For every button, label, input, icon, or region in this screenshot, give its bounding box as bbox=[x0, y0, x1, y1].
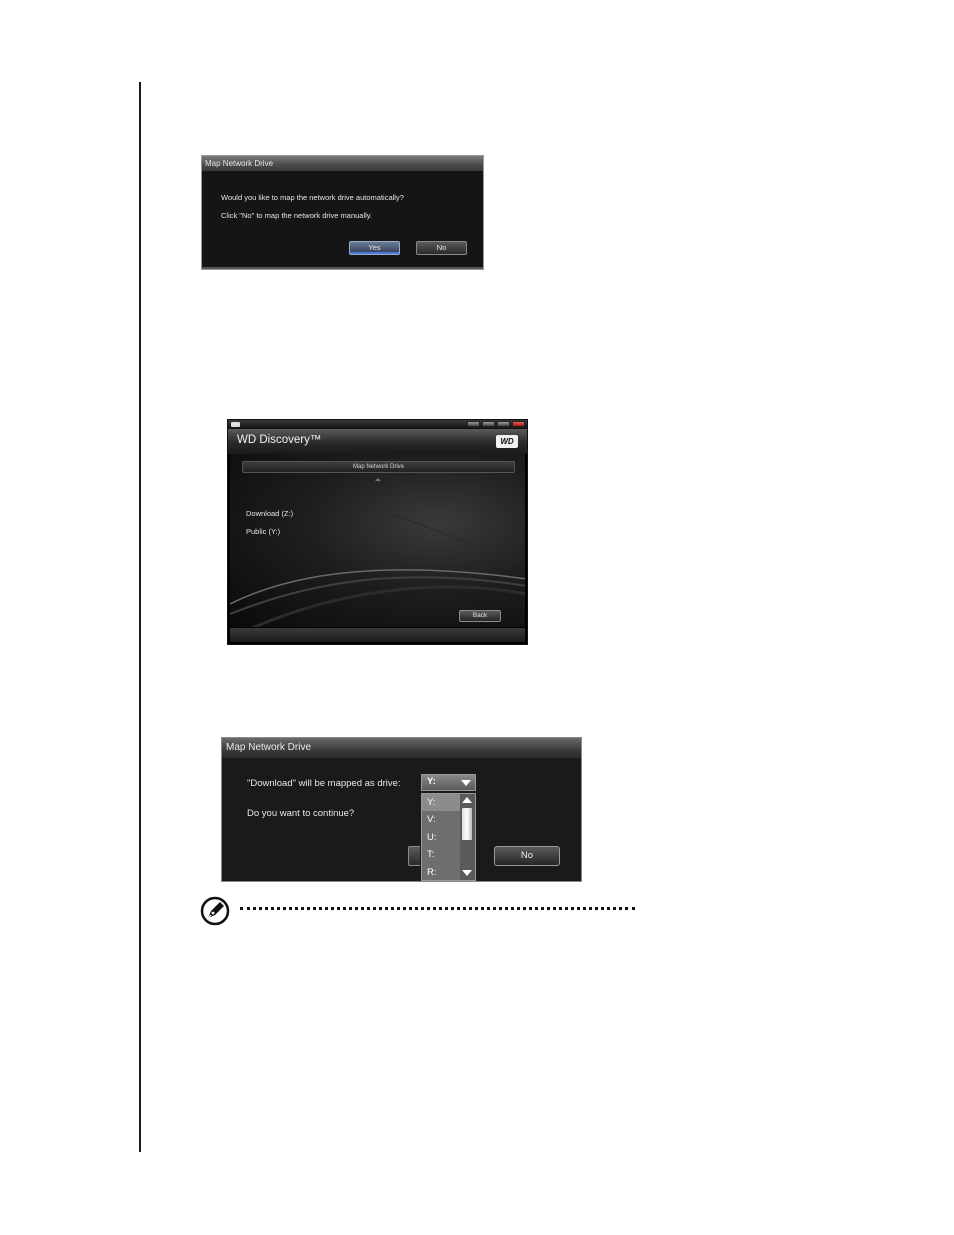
map-drive-letter-dialog bbox=[221, 737, 582, 882]
app-footer bbox=[230, 628, 525, 642]
app-title: WD Discovery™ bbox=[237, 434, 322, 446]
app-body bbox=[230, 454, 525, 627]
arrow-up-icon[interactable] bbox=[462, 797, 472, 803]
app-header bbox=[228, 429, 527, 454]
tab-label: Map Network Drive bbox=[352, 464, 404, 470]
dialog-message-mapping: "Download" will be mapped as drive: bbox=[247, 778, 401, 789]
drive-letter-select[interactable] bbox=[421, 774, 476, 791]
drive-item-download[interactable]: Download (Z:) bbox=[246, 509, 294, 518]
dialog-message-continue: Do you want to continue? bbox=[247, 808, 355, 819]
drive-option-y[interactable]: Y: bbox=[422, 794, 460, 811]
minimize-icon[interactable] bbox=[497, 421, 510, 427]
dialog-message-manual: Click "No" to map the network drive manually. bbox=[221, 211, 373, 220]
settings-icon[interactable] bbox=[482, 421, 495, 427]
close-icon[interactable] bbox=[512, 421, 525, 427]
no-button[interactable]: No bbox=[494, 846, 560, 866]
drive-option-r[interactable]: R: bbox=[427, 867, 437, 878]
dialog-message-auto: Would you like to map the network drive automatically? bbox=[221, 193, 404, 202]
dialog-bottom-bar bbox=[202, 267, 483, 269]
yes-button[interactable]: Yes bbox=[349, 241, 400, 255]
drive-option-t[interactable]: T: bbox=[427, 849, 435, 860]
drive-option-u[interactable]: U: bbox=[427, 832, 437, 843]
wd-discovery-window bbox=[227, 419, 528, 645]
note-divider bbox=[240, 907, 635, 910]
dialog-title: Map Network Drive bbox=[222, 738, 581, 758]
no-button[interactable]: No bbox=[416, 241, 467, 255]
chevron-down-icon[interactable] bbox=[461, 780, 471, 786]
drive-option-v[interactable]: V: bbox=[427, 814, 436, 825]
map-drive-auto-dialog bbox=[201, 155, 484, 270]
dropdown-scrollbar[interactable] bbox=[460, 794, 475, 880]
back-button[interactable]: Back bbox=[459, 610, 501, 622]
yes-button-obscured[interactable] bbox=[408, 846, 420, 866]
window-chrome bbox=[228, 420, 527, 429]
tab-map-network-drive[interactable] bbox=[242, 461, 515, 473]
help-icon[interactable] bbox=[467, 421, 480, 427]
scrollbar-thumb[interactable] bbox=[462, 808, 472, 840]
app-icon bbox=[231, 422, 240, 427]
note-pen-icon bbox=[200, 896, 230, 926]
wd-logo: WD bbox=[496, 435, 518, 448]
selected-drive: Y: bbox=[427, 776, 436, 787]
arrow-down-icon[interactable] bbox=[462, 870, 472, 876]
margin-rule bbox=[139, 82, 141, 1152]
drive-item-public[interactable]: Public (Y:) bbox=[246, 527, 281, 536]
dialog-title: Map Network Drive bbox=[202, 156, 483, 171]
scroll-up-icon[interactable] bbox=[375, 478, 381, 481]
drive-letter-list bbox=[421, 793, 476, 881]
